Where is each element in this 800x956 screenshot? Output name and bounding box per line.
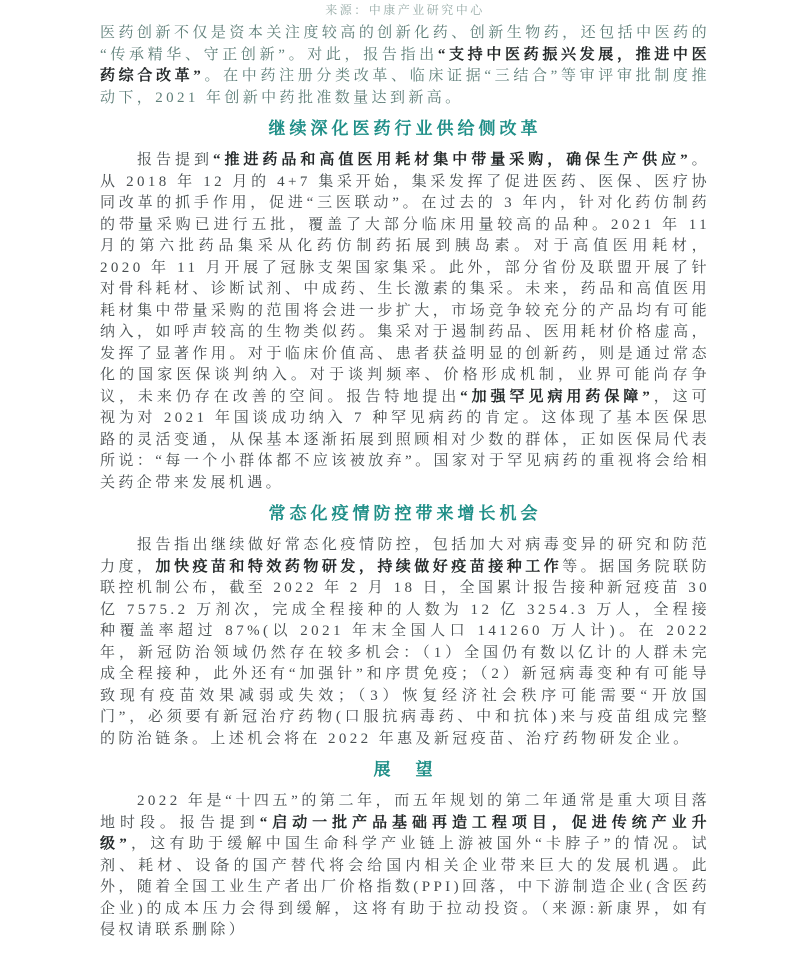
- emphasis-text: “加强罕见病用药保障”: [460, 388, 654, 405]
- emphasis-text: “推进药品和高值医用耗材集中带量采购，确保生产供应”: [212, 152, 692, 168]
- paragraph-pandemic-control: [100, 535, 710, 750]
- body-text: 报告提到: [137, 152, 213, 168]
- body-text: ，这有助于缓解中国生命科学产业链上游被国外“卡脖子”的情况。试剂、耗材、设备的国产替代将会给国内相关企业带来巨大的发展机遇。此外，随着全国工业生产者出厂价格指数(PPI)回落，中下游制造企业(含医药企业)的成本压力会得到缓解，这将有助于拉动投资。（来源:新康界，如有侵权请联系删除）: [100, 836, 711, 938]
- body-text: 等。据国务院联防联控机制公布，截至 2022 年 2 月 18 日，全国累计报告接种新冠疫苗 30 亿 7575.2 万剂次，完成全程接种的人数为 12 亿 3254.3 万人，全程接种覆盖率超过 87%(以 2021 年末全国人口 141260 万人计)。在 2022 年，新冠防治领域仍然存在较多机会：（1）全国仍有数以亿计的人群未完成全程接种，此外还有“加强针”和序贯免疫；（2）新冠病毒变种有可能导致现有疫苗效果减弱或失效；（3）恢复经济社会秩序可能需要“开放国门”，必须要有新冠治疗药物(口服抗病毒药、中和抗体)来与疫苗组成完整的防治链条。上述机会将在 2022 年惠及新冠疫苗、治疗药物研发企业。: [100, 558, 710, 747]
- body-text: 。在中药注册分类改革、临床证据“三结合”等审评审批制度推动下，2021 年创新中药批准数量达到新高。: [100, 68, 710, 106]
- emphasis-text: 加快疫苗和特效药物研发，持续做好疫苗接种工作: [155, 558, 563, 575]
- section-heading-pandemic-control: 常态化疫情防控带来增长机会: [268, 504, 542, 523]
- section-heading-supply-side-reform: 继续深化医药行业供给侧改革: [268, 119, 542, 138]
- emphasis-text: “启动一批产品基础再造工程项目，促进传统产业升级”: [100, 814, 711, 852]
- body-text: ，这可视为对 2021 年国谈成功纳入 7 种罕见病药的肯定。这体现了基本医保思路的灵活变通，从保基本逐渐拓展到照顾相对少数的群体，正如医保局代表所说：“每一个小群体都不应该被放弃”。国家对于罕见病药的重视将会给相关药企带来发展机遇。: [100, 388, 711, 491]
- body-text: 医药创新不仅是资本关注度较高的创新化药、创新生物药，还包括中医药的“传承精华、守正创新”。对此，报告指出: [100, 25, 710, 63]
- emphasis-text: “支持中医药振兴发展，推进中医药综合改革”: [100, 46, 710, 84]
- source-attribution: 来源：中康产业研究中心: [325, 3, 485, 17]
- body-text: 2022 年是“十四五”的第二年，而五年规划的第二年通常是重大项目落地时段。报告提到: [100, 793, 710, 831]
- body-text: 。从 2018 年 12 月的 4+7 集采开始，集采发挥了促进医药、医保、医疗协同改革的抓手作用，促进“三医联动”。在过去的 3 年内，针对化药仿制药的带量采购已进行五批，覆盖了大部分临床用量较高的品种。2021 年 11 月的第六批药品集采从化药仿制药拓展到胰岛素。对于高值医用耗材，2020 年 11 月开展了冠脉支架国家集采。此外，部分省份及联盟开展了针对骨科耗材、诊断试剂、中成药、生长激素的集采。未来，药品和高值医用耗材集中带量采购的范围将会进一步扩大，市场竞争较充分的产品均有可能纳入，如呼声较高的生物类似药。集采对于遏制药品、医用耗材价格虚高，发挥了显著作用。对于临床价值高、患者获益明显的创新药，则是通过常态化的国家医保谈判纳入。对于谈判频率、价格形成机制，业界可能尚存争议，未来仍存在改善的空间。报告特地提出: [100, 152, 711, 405]
- body-text: 报告指出继续做好常态化疫情防控，包括加大对病毒变异的研究和防范力度，: [100, 537, 710, 575]
- section-heading-outlook: 展 望: [373, 760, 437, 779]
- paragraph-supply-side-reform: [100, 150, 710, 494]
- paragraph-outlook: [100, 791, 710, 942]
- intro-paragraph: [100, 23, 710, 109]
